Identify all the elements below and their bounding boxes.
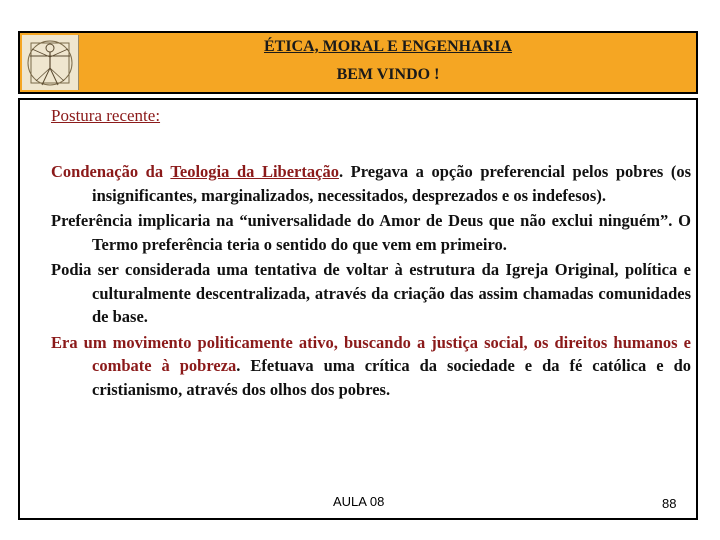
paragraph-4-rest: . Efetuava uma crítica da sociedade e da fé católica e do cristianismo, através dos olhos dos pobres. xyxy=(92,356,691,399)
slide-heading: Postura recente: xyxy=(51,106,161,125)
vitruvian-man-icon xyxy=(22,35,79,90)
paragraph-1 xyxy=(51,160,691,207)
course-title: ÉTICA, MORAL E ENGENHARIA xyxy=(263,38,513,55)
welcome-text: BEM VINDO ! xyxy=(336,66,440,83)
footer-label: AULA 08 xyxy=(333,494,385,509)
paragraph-4 xyxy=(51,331,691,402)
paragraph-3: Podia ser considerada uma tentativa de voltar à estrutura da Igreja Original, política e culturalmente descentralizada, através da criação das assim chamadas comunidades de base. xyxy=(51,260,691,326)
theology-link[interactable]: Teologia da Libertação xyxy=(170,162,339,181)
header-banner xyxy=(18,31,698,94)
page-number: 88 xyxy=(662,496,677,511)
paragraph-2: Preferência implicaria na “universalidade do Amor de Deus que não exclui ninguém”. O Termo preferência teria o sentido do que vem em primeiro. xyxy=(51,211,691,254)
paragraph-4-highlight: Era um movimento politicamente ativo, buscando a justiça social, os direitos humanos e combate à pobreza xyxy=(51,332,691,375)
paragraph-1-rest: . Pregava a opção preferencial pelos pobres (os insignificantes, marginalizados, necessitados, desprezados e os indefesos). xyxy=(92,162,691,205)
slide-body xyxy=(51,160,691,403)
paragraph-1-lead: Condenação da xyxy=(51,162,171,181)
